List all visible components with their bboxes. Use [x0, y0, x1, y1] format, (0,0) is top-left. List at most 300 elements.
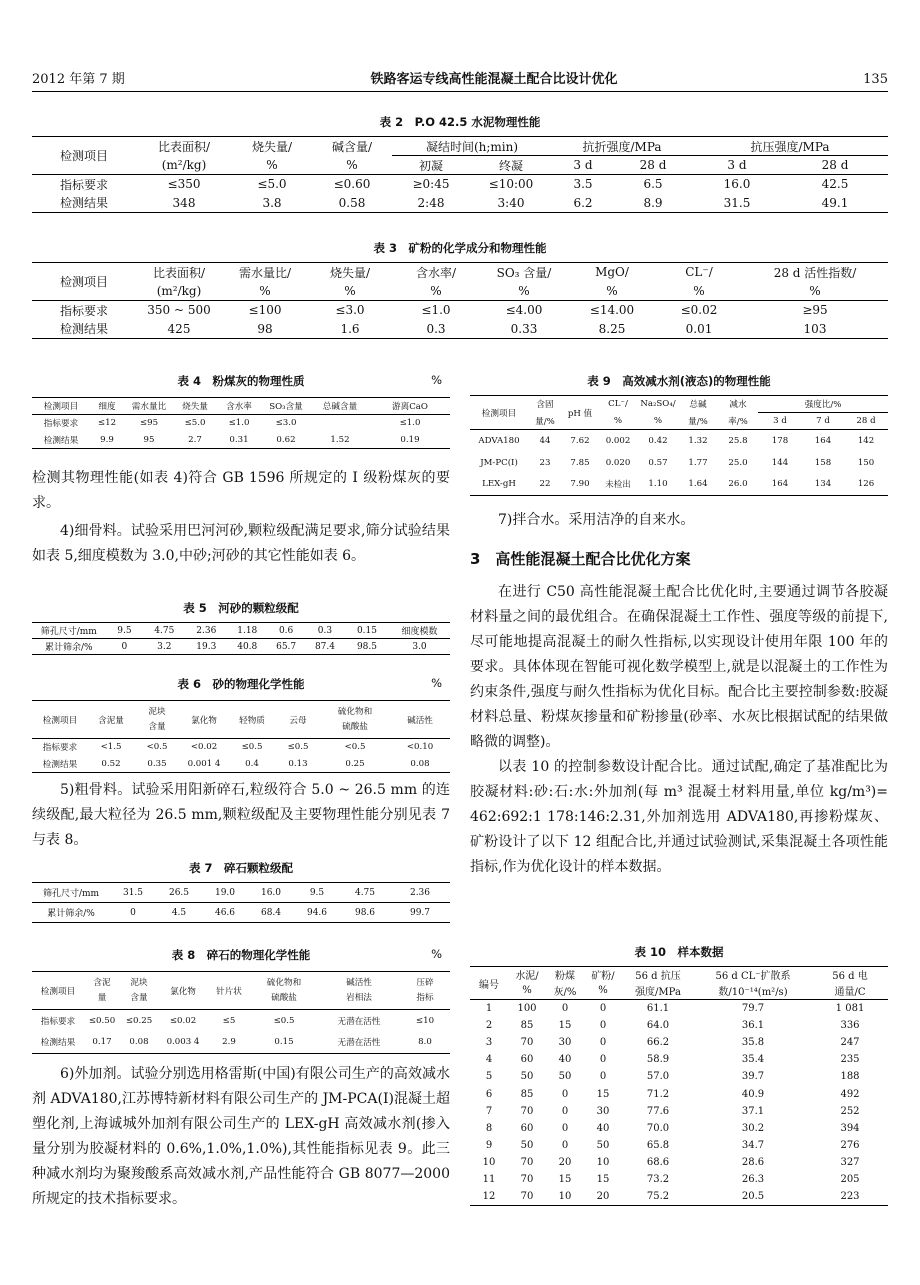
cell: 8: [485, 1122, 493, 1134]
cell: 检测结果: [43, 435, 79, 446]
table3-caption: 表 3 矿粉的化学成分和物理性能: [373, 241, 547, 255]
table5-caption: 表 5 河砂的颗粒级配: [183, 601, 299, 615]
cell: 19.3: [196, 641, 217, 652]
cell: SO₃含量: [269, 402, 303, 412]
table-row: [470, 1189, 888, 1206]
cell: 0.58: [338, 195, 366, 210]
cell: 36.1: [741, 1019, 765, 1031]
cell: 0.57: [648, 457, 668, 468]
cell: (m²/kg): [161, 157, 207, 172]
right-text: [470, 508, 888, 880]
cell: 0: [561, 1105, 569, 1117]
cell: 35.4: [741, 1054, 765, 1066]
cell: 12: [482, 1191, 496, 1203]
cell: 0: [599, 1002, 607, 1014]
cell: 检测项目: [32, 263, 136, 301]
cell: 检测结果: [42, 759, 78, 770]
cell: [250, 972, 318, 1010]
cell: 检测结果: [59, 322, 108, 337]
para-optimization-2: 以表 10 的控制参数设计配合比。通过试配,确定了基准配比为胶凝材料:砂:石:水:外加剂(每 m³ 混凝土材料用量,单位 kg/m³)= 462:692:1 178:146:2.31,外加剂选用 ADVA180,再掺粉煤灰、矿粉设计了以下 12 组配合比,并通过试验测试,采集混凝土各项性能指标,作为优化设计的样本数据。: [470, 759, 888, 875]
cell-line: 岩相法: [346, 992, 372, 1003]
cell: 68.6: [646, 1157, 670, 1169]
cell: 2.36: [196, 625, 217, 636]
para-water: 7)拌合水。采用洁净的自来水。: [498, 512, 695, 528]
cell: [400, 972, 450, 1010]
cell: ≥0:45: [412, 177, 450, 192]
cell: 40.8: [237, 641, 258, 652]
cell: 9.5: [117, 625, 132, 636]
cell: 16.0: [260, 887, 282, 898]
cell: 71.2: [646, 1088, 670, 1100]
cell: 164: [771, 479, 789, 490]
page-number: 135: [863, 72, 888, 87]
cell: 25.0: [728, 457, 748, 468]
cell: 34.7: [741, 1140, 765, 1152]
cell: 10: [596, 1157, 610, 1169]
cell: 量/%: [535, 416, 555, 427]
cell: 筛孔尺寸/mm: [42, 889, 100, 899]
cell: %: [653, 415, 663, 426]
cell: 3:40: [497, 195, 525, 210]
cell: 检测项目: [40, 986, 76, 997]
cell: 未检出: [605, 480, 631, 491]
cell: 49.1: [821, 195, 849, 210]
cell: ≤5.0: [257, 177, 287, 192]
cell: 0.003 4: [166, 1037, 200, 1048]
para-fine-aggregate: 4)细骨料。试验采用巴河河砂,颗粒级配满足要求,筛分试验结果如表 5,细度模数为 3.0,中砂;河砂的其它性能如表 6。: [32, 523, 450, 564]
cell: 57.0: [646, 1071, 670, 1083]
left-text-lower: [32, 1062, 450, 1212]
cell: 8.0: [418, 1037, 432, 1048]
cell: 158: [814, 457, 832, 468]
cell: 3.8: [262, 195, 282, 210]
table-row: [32, 1010, 450, 1032]
cell: 126: [857, 479, 875, 490]
cell: 7: [485, 1105, 493, 1117]
cell: 4.75: [154, 625, 175, 636]
cell: [120, 972, 158, 1010]
cell: ≤5.0: [184, 418, 206, 429]
cell: 0.35: [147, 758, 167, 769]
cell: 75.2: [646, 1191, 670, 1203]
cell: 30: [596, 1105, 610, 1117]
table-row: [32, 1032, 450, 1054]
cell: 94.6: [306, 907, 328, 918]
cell: 0.13: [288, 758, 308, 769]
cell: ≤0.5: [241, 742, 263, 753]
cell: CL⁻/: [685, 265, 713, 280]
table9-caption: 表 9 高效减水剂(液态)的物理性能: [587, 374, 771, 388]
cell: 42.5: [821, 177, 849, 192]
cell: 0.19: [400, 434, 420, 445]
cell: ≤100: [248, 303, 282, 318]
cell: 164: [814, 435, 832, 446]
cell: 含水率: [226, 402, 252, 412]
cell: 0.3: [317, 625, 333, 636]
cell: 1.52: [330, 434, 350, 445]
cell: 15: [558, 1174, 572, 1186]
cell: 28 d 活性指数/: [773, 265, 857, 280]
cell: 56 d CL⁻扩散系: [715, 971, 791, 983]
cell: 39.7: [741, 1071, 765, 1083]
cell: 0: [121, 641, 128, 652]
cell: %: [259, 283, 271, 298]
cell: 7 d: [816, 416, 830, 426]
cell: 26.0: [728, 479, 748, 490]
cell-line: 含泥: [93, 977, 111, 988]
cell: 70: [520, 1157, 534, 1169]
cell: 9.9: [100, 434, 114, 445]
cell: 3 d: [773, 416, 787, 426]
cell: %: [809, 283, 821, 298]
table-row: [470, 1154, 888, 1171]
cell: %: [598, 985, 608, 997]
table8-caption: [32, 947, 450, 963]
cell: ≤0.02: [680, 303, 718, 318]
table-row: [470, 1000, 888, 1017]
cell: 0.4: [245, 758, 259, 769]
cell: 0.08: [410, 758, 430, 769]
cell: 烧失量/: [251, 139, 293, 154]
table7-caption: 表 7 碎石颗粒级配: [188, 861, 293, 875]
table-row: [470, 1171, 888, 1188]
cell: 50: [596, 1140, 610, 1152]
cell: 凝结时间(h;min): [392, 137, 552, 156]
cell: 细度模数: [401, 627, 438, 637]
cell: 0.31: [229, 434, 249, 445]
cell: [320, 701, 390, 739]
cell: 0.62: [276, 434, 296, 445]
cell-line: 指标: [416, 992, 434, 1003]
cell: ≤0.5: [273, 1015, 295, 1026]
cell: 70: [520, 1036, 534, 1048]
cell: 23: [539, 457, 551, 468]
cell: 无潜在活性: [337, 1016, 381, 1027]
cell: 需水量比: [131, 402, 167, 412]
cell: Na₂SO₄/: [640, 399, 676, 410]
cell: 指标要求: [40, 1016, 76, 1027]
cell: 0.52: [101, 758, 121, 769]
cell: 8.9: [643, 195, 663, 210]
cell: 98.6: [354, 907, 376, 918]
cell: 28.6: [741, 1157, 765, 1169]
cell: 3.0: [412, 641, 427, 652]
cell: 指标要求: [43, 419, 79, 430]
cell: 总碱含量: [322, 402, 358, 412]
cell: 348: [172, 195, 196, 210]
cell: ≤12: [97, 418, 117, 429]
table8-unit: %: [431, 947, 442, 961]
cell: ≤0.25: [125, 1015, 153, 1026]
cell: 含泥量: [98, 715, 124, 726]
cell: 350 ~ 500: [147, 303, 211, 318]
cell: 总碱: [689, 400, 707, 411]
cell: 98: [257, 321, 273, 336]
cell: 比表面积/: [152, 265, 206, 280]
table2: [32, 136, 888, 213]
cell: ≤0.50: [88, 1015, 116, 1026]
cell: 0.6: [278, 625, 294, 636]
cell: 0.42: [648, 435, 668, 446]
cell: 7.62: [570, 435, 590, 446]
cell: 142: [857, 435, 875, 446]
cell: ADVA180: [478, 435, 520, 446]
cell: 累计筛余/%: [44, 643, 93, 653]
cell: ≤5: [222, 1015, 236, 1026]
cell: 66.2: [646, 1036, 670, 1048]
cell: 0: [599, 1019, 607, 1031]
cell: 31.5: [122, 887, 144, 898]
cell: 394: [840, 1122, 860, 1134]
cell: 烧失量: [182, 402, 208, 412]
cell: 95: [143, 434, 155, 445]
cell: 1.64: [688, 479, 708, 490]
cell: 7.90: [570, 479, 590, 490]
cell: 30.2: [741, 1122, 765, 1134]
table-row: [470, 1103, 888, 1120]
cell-line: 碱活性: [346, 977, 372, 988]
cell: ≤3.0: [275, 418, 297, 429]
cell: 4.75: [354, 887, 376, 898]
cell: 10: [558, 1191, 572, 1203]
cell: 28 d: [856, 416, 876, 426]
cell: 70.0: [646, 1122, 670, 1134]
cell: %: [693, 283, 705, 298]
cell: 276: [840, 1140, 860, 1152]
cell: 通量/C: [834, 987, 866, 999]
cell: 3.2: [157, 641, 172, 652]
cell: <1.5: [100, 742, 122, 753]
cell: 425: [167, 321, 191, 336]
table-row: [470, 1017, 888, 1034]
cell: (m²/kg): [156, 283, 202, 298]
cell: 氯化物: [170, 986, 196, 997]
cell: 7.85: [570, 457, 590, 468]
cell: 8.25: [598, 321, 626, 336]
cell: 游离CaO: [392, 402, 428, 412]
cell: 58.9: [646, 1054, 670, 1066]
table4-caption: [32, 373, 450, 389]
table-row: [470, 474, 888, 496]
cell: 20: [596, 1191, 610, 1203]
table-row: [32, 739, 450, 756]
cell: 0.020: [605, 457, 631, 468]
cell: 减水: [729, 400, 747, 411]
cell: 0: [561, 1122, 569, 1134]
cell: 37.1: [741, 1105, 765, 1117]
cell: 85: [520, 1019, 534, 1031]
cell: ≤0.5: [287, 742, 309, 753]
cell: 4: [485, 1054, 493, 1066]
table-row: [32, 756, 450, 773]
cell: 40.9: [741, 1088, 765, 1100]
cell: 2:48: [417, 195, 445, 210]
cell: 3: [485, 1036, 493, 1048]
cell: 1.6: [340, 321, 360, 336]
left-text-upper: [32, 466, 450, 569]
cell-line: 硫化物和: [337, 706, 373, 717]
cell: 比表面积/: [157, 139, 211, 154]
cell: 针片状: [216, 986, 242, 997]
cell: 终凝: [498, 158, 523, 173]
cell: 0: [599, 1071, 607, 1083]
cell: 轻物质: [239, 715, 265, 726]
cell: %: [518, 283, 530, 298]
table-row: [32, 320, 888, 339]
cell: 223: [840, 1191, 860, 1203]
cell: 检测项目: [42, 715, 78, 726]
cell: 77.6: [646, 1105, 670, 1117]
cell: 数/10⁻¹⁴(m²/s): [718, 987, 788, 999]
cell: 筛孔尺寸/mm: [40, 627, 97, 637]
cell-line: 硫酸盐: [271, 992, 297, 1003]
cell: ≤4.00: [505, 303, 543, 318]
running-header: [32, 64, 888, 92]
cell: 64.0: [646, 1019, 670, 1031]
cell: 指标要求: [42, 743, 78, 754]
cell: 60: [520, 1054, 534, 1066]
table9: [470, 395, 888, 496]
cell: 1 081: [835, 1002, 865, 1014]
table5: [32, 622, 450, 655]
cell: 336: [840, 1019, 860, 1031]
table-row: [470, 1068, 888, 1085]
cell: 10: [482, 1157, 496, 1169]
cell: ≤0.60: [333, 177, 371, 192]
cell: 188: [840, 1071, 860, 1083]
table10: [470, 966, 888, 1206]
table10-caption: 表 10 样本数据: [634, 945, 724, 959]
para-admixture: 6)外加剂。试验分别选用格雷斯(中国)有限公司生产的高效减水剂 ADVA180,江苏博特新材料有限公司生产的 JM-PCA(Ⅰ)混凝土超塑化剂,上海诚城外加剂有限公司生产的 LEX-gH 高效减水剂(掺入量分别为胶凝材料的 0.6%,1.0%,1.0%),其性能指标见表 9。此三种减水剂均为聚羧酸系高效减水剂,产品性能符合 GB 8077—2000 所规定的技术指标要求。: [32, 1066, 450, 1207]
table7: [32, 882, 450, 923]
journal-running-title: 铁路客运专线高性能混凝土配合比设计优化: [370, 72, 618, 87]
table3: [32, 262, 888, 339]
cell: 率/%: [728, 416, 748, 427]
cell: 2: [485, 1019, 493, 1031]
cell-line: 压碎: [416, 977, 434, 988]
cell: 26.5: [168, 887, 190, 898]
cell: 2.7: [188, 434, 202, 445]
cell: 0: [599, 1054, 607, 1066]
table-row: [470, 1120, 888, 1137]
cell: 检测项目: [43, 402, 79, 412]
cell: MgO/: [595, 265, 629, 280]
cell: 178: [771, 435, 789, 446]
cell: 0: [599, 1036, 607, 1048]
cell: JM-PC(Ⅰ): [480, 457, 518, 468]
cell: 15: [596, 1088, 610, 1100]
cell: 65.7: [276, 641, 297, 652]
cell: %: [430, 283, 442, 298]
cell: 1.77: [688, 457, 708, 468]
cell: 1.18: [237, 625, 258, 636]
cell: 60: [520, 1122, 534, 1134]
table6-caption-text: 表 6 砂的物理化学性能: [177, 677, 305, 691]
cell: 19.0: [214, 887, 236, 898]
table4-unit: %: [431, 373, 442, 387]
cell: 492: [840, 1088, 860, 1100]
table-row: [470, 1051, 888, 1068]
cell: ≤1.0: [399, 418, 421, 429]
cell: 含水率/: [415, 265, 457, 280]
cell: 56 d 抗压: [635, 971, 681, 983]
cell: 矿粉/: [591, 971, 615, 983]
cell: 0.15: [274, 1037, 294, 1048]
cell: 抗压强度/MPa: [692, 137, 888, 156]
cell: 205: [840, 1174, 860, 1186]
cell: 20.5: [741, 1191, 765, 1203]
cell: [318, 972, 400, 1010]
cell: 56 d 电: [832, 971, 868, 983]
cell: ≤1.0: [421, 303, 451, 318]
cell: 30: [558, 1036, 572, 1048]
cell: 0.17: [92, 1037, 112, 1048]
cell: 44: [539, 435, 551, 446]
cell: 235: [840, 1054, 860, 1066]
cell: 0: [561, 1002, 569, 1014]
cell: 0.33: [510, 321, 538, 336]
cell: <0.10: [406, 742, 434, 753]
cell: ≤10:00: [488, 177, 534, 192]
table6: [32, 700, 450, 773]
cell: 6.2: [573, 195, 593, 210]
table8: [32, 971, 450, 1054]
cell: 40: [558, 1054, 572, 1066]
table-row: [470, 1137, 888, 1154]
cell: %: [346, 157, 358, 172]
cell: 检测结果: [40, 1038, 76, 1049]
cell: 150: [857, 457, 875, 468]
cell: 15: [596, 1174, 610, 1186]
cell: 247: [840, 1036, 860, 1048]
cell-line: 泥块: [148, 706, 166, 717]
cell: 252: [840, 1105, 860, 1117]
cell: 22: [539, 479, 551, 490]
cell: 50: [558, 1071, 572, 1083]
cell: 50: [520, 1140, 534, 1152]
section-3-heading: 3 高性能混凝土配合比优化方案: [470, 550, 691, 568]
cell: 累计筛余/%: [47, 909, 95, 919]
cell: <0.02: [190, 742, 218, 753]
cell: 1.10: [648, 479, 668, 490]
para-flyash: 检测其物理性能(如表 4)符合 GB 1596 所规定的 Ⅰ 级粉煤灰的要求。: [32, 470, 450, 511]
cell: 0.01: [685, 321, 713, 336]
cell-line: 泥块: [130, 977, 148, 988]
cell: 65.8: [646, 1140, 670, 1152]
cell: ≤3.0: [335, 303, 365, 318]
cell: 103: [803, 321, 827, 336]
cell: 0: [130, 907, 136, 918]
cell: 28 d: [821, 158, 849, 172]
left-text-middle: [32, 778, 450, 853]
cell: ≤95: [139, 418, 159, 429]
cell: 15: [558, 1019, 572, 1031]
para-optimization-1: 在进行 C50 高性能混凝土配合比优化时,主要通过调节各胶凝材料量之间的最优组合。在确保混凝土工作性、强度等级的前提下,尽可能地提高混凝土的耐久性指标,以实现设计使用年限 100 年的要求。具体体现在智能可视化数学模型上,就是以混凝土的工作性为约束条件,强度与耐久性指标为优化目标。配合比主要控制参数:胶凝材料总量、粉煤灰掺量和矿粉掺量(砂率、水灰比根据试配的结果做略微的调整)。: [470, 584, 888, 750]
cell: 31.5: [723, 195, 751, 210]
cell: <0.5: [344, 742, 366, 753]
table8-caption-text: 表 8 碎石的物理化学性能: [171, 948, 311, 962]
cell: 1: [485, 1002, 493, 1014]
cell: 50: [520, 1071, 534, 1083]
cell: 含固: [536, 400, 554, 411]
cell: 初凝: [418, 158, 443, 173]
cell: 35.8: [741, 1036, 765, 1048]
cell: 79.7: [741, 1002, 765, 1014]
cell: 2.36: [409, 887, 431, 898]
table6-caption: [32, 676, 450, 692]
cell: 9: [485, 1140, 493, 1152]
cell: 碱含量/: [331, 139, 373, 154]
